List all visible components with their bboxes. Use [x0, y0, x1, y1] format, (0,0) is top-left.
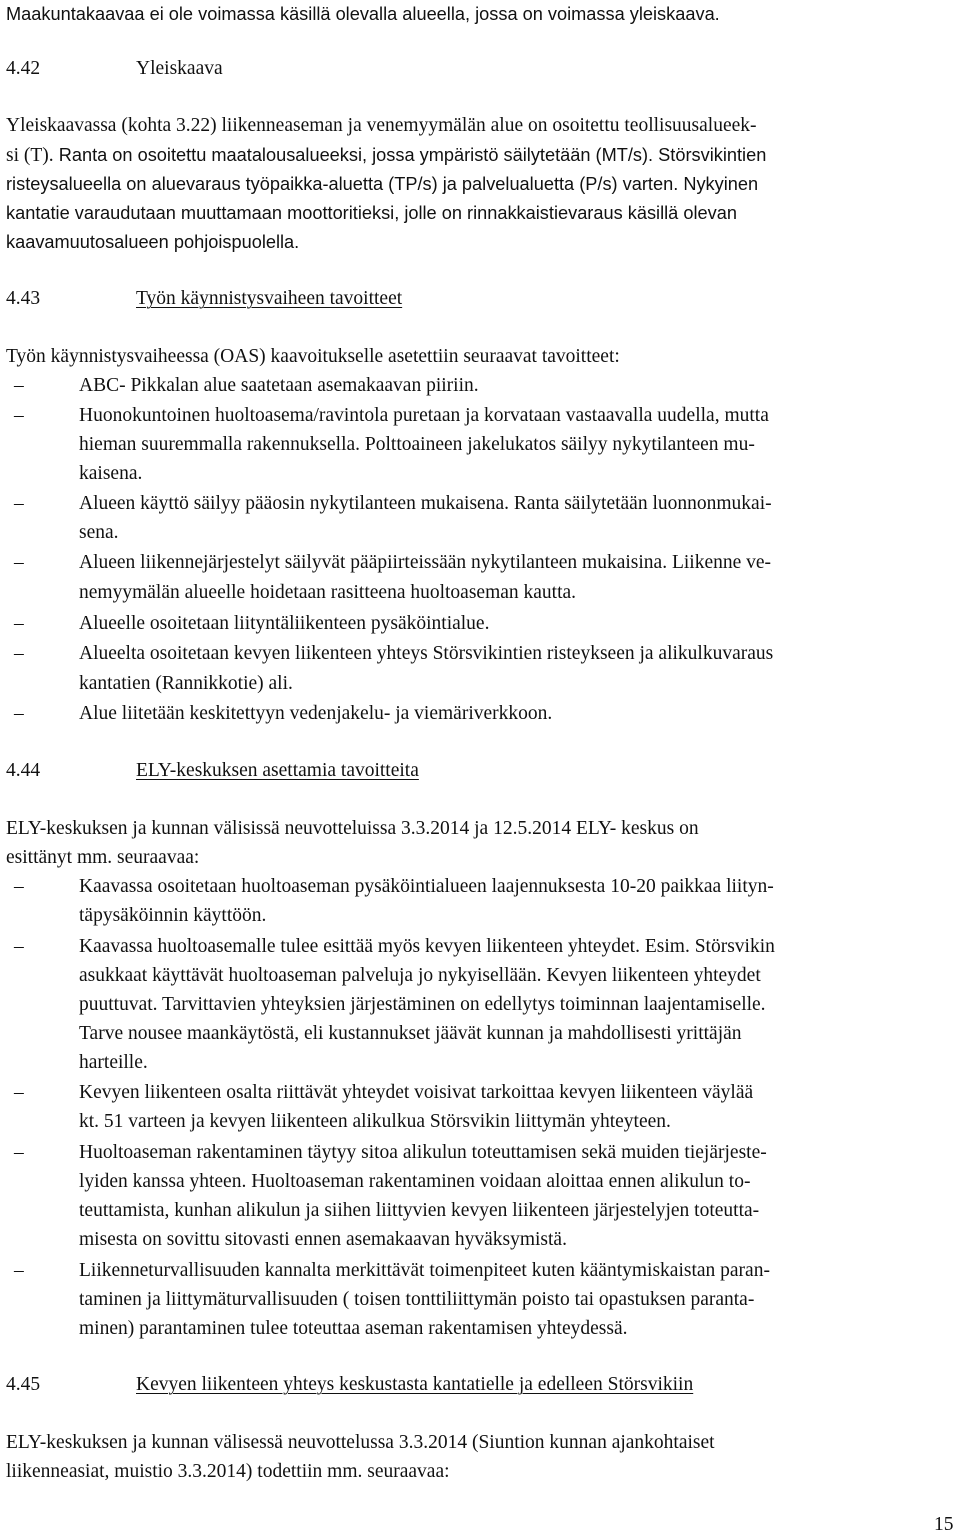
bullet-text: Kaavassa huoltoasemalle tulee esittää myös kevyen liikenteen yhteydet. Esim. Störsvikin — [79, 936, 775, 957]
text-run: risteysalueella on aluevaraus työpaikka-aluetta (TP/s) ja palvelualuetta (P/s) varten. — [6, 174, 679, 194]
dash-bullet-icon: – — [14, 936, 24, 957]
dash-bullet-icon: – — [14, 1082, 24, 1103]
dash-bullet-icon: – — [14, 876, 24, 897]
bullet-continuation: teuttamista, kunhan alikulun ja siihen liittyvien kevyen liikenteen järjestelyjen toteutta- — [79, 1200, 760, 1221]
bullet-continuation: Tarve nousee maankäytöstä, eli kustannukset jäävät kunnan ja mahdollisesti yrittäjän — [79, 1023, 742, 1044]
section-title: ELY-keskuksen asettamia tavoitteita — [136, 760, 419, 781]
dash-bullet-icon: – — [14, 703, 24, 724]
bullet-continuation: täpysäköinnin käyttöön. — [79, 905, 267, 926]
bullet-continuation: puuttuvat. Tarvittavien yhteyksien järjestäminen on edellytys toiminnan laajentamiselle. — [79, 994, 766, 1015]
dash-bullet-icon: – — [14, 643, 24, 664]
paragraph-line: Yleiskaavassa (kohta 3.22) liikenneaseman ja venemyymälän alue on osoitettu teollisuusalueek- — [6, 115, 757, 136]
section-lead: ELY-keskuksen ja kunnan välisissä neuvotteluissa 3.3.2014 ja 12.5.2014 ELY- keskus on — [6, 818, 699, 839]
bullet-text: Huoltoaseman rakentaminen täytyy sitoa alikulun toteuttamisen sekä muiden tiejärjeste- — [79, 1142, 767, 1163]
text-run: Nykyinen — [678, 174, 759, 194]
dash-bullet-icon: – — [14, 1260, 24, 1281]
dash-bullet-icon: – — [14, 375, 24, 396]
section-lead: ELY-keskuksen ja kunnan välisessä neuvottelussa 3.3.2014 (Siuntion kunnan ajankohtaiset — [6, 1432, 715, 1453]
dash-bullet-icon: – — [14, 613, 24, 634]
bullet-text: Liikenneturvallisuuden kannalta merkittävät toimenpiteet kuten kääntymiskaistan paran- — [79, 1260, 770, 1281]
section-number: 4.44 — [6, 760, 41, 781]
paragraph-line: kaavamuutosalueen pohjoispuolella. — [6, 232, 300, 252]
section-lead: liikenneasiat, muistio 3.3.2014) todettiin mm. seuraavaa: — [6, 1461, 450, 1482]
bullet-continuation: misesta on sovittu sitovasti ennen asemakaavan hyväksymistä. — [79, 1229, 567, 1250]
section-title: Työn käynnistysvaiheen tavoitteet — [136, 288, 403, 309]
text-run: si (T). — [6, 145, 54, 166]
bullet-continuation: sena. — [79, 522, 119, 543]
section-lead: Työn käynnistysvaiheessa (OAS) kaavoitukselle asetettiin seuraavat tavoitteet: — [6, 346, 620, 367]
page-number: 15 — [934, 1514, 954, 1535]
intro-paragraph: Maakuntakaavaa ei ole voimassa käsillä olevalla alueella, jossa on voimassa yleiskaava. — [6, 4, 720, 24]
bullet-continuation: hieman suuremmalla rakennuksella. Polttoaineen jakelukatos säilyy nykytilanteen mu- — [79, 434, 755, 455]
bullet-continuation: kt. 51 varteen ja kevyen liikenteen alikulkua Störsvikin liittymän yhteyteen. — [79, 1111, 671, 1132]
section-number: 4.45 — [6, 1374, 41, 1395]
text-run: Ranta on osoitettu maatalousalueeksi, jossa ympäristö säilytetään (MT/s). Störsvikintien — [53, 145, 767, 165]
bullet-continuation: minen) parantaminen tulee toteuttaa aseman rakentamisen yhteydessä. — [79, 1318, 628, 1339]
section-lead: esittänyt mm. seuraavaa: — [6, 847, 200, 868]
section-heading-4-43 — [6, 284, 402, 314]
bullet-text: Alueen liikennejärjestelyt säilyvät pääpiirteissään nykytilanteen mukaisina. Liikenne ve- — [79, 552, 772, 573]
bullet-text: Alue liitetään keskitettyyn vedenjakelu- ja viemäriverkkoon. — [79, 703, 553, 724]
bullet-text: ABC- Pikkalan alue saatetaan asemakaavan piiriin. — [79, 375, 479, 396]
section-heading-4-44 — [6, 756, 419, 786]
dash-bullet-icon: – — [14, 1142, 24, 1163]
bullet-text: Alueelle osoitetaan liityntäliikenteen pysäköintialue. — [79, 613, 490, 634]
bullet-continuation: lyiden kanssa yhteen. Huoltoaseman rakentaminen voidaan aloittaa ennen alikulun to- — [79, 1171, 751, 1192]
bullet-text: Alueen käyttö säilyy pääosin nykytilanteen mukaisena. Ranta säilytetään luonnonmukai- — [79, 493, 772, 514]
bullet-text: Kevyen liikenteen osalta riittävät yhteydet voisivat tarkoittaa kevyen liikenteen väylää — [79, 1082, 754, 1103]
bullet-continuation: nemyymälän alueelle hoidetaan rasitteena huoltoaseman kautta. — [79, 582, 577, 603]
dash-bullet-icon: – — [14, 493, 24, 514]
bullet-continuation: harteille. — [79, 1052, 148, 1073]
bullet-text: Alueelta osoitetaan kevyen liikenteen yhteys Störsvikintien risteykseen ja alikulkuvaraus — [79, 643, 774, 664]
bullet-continuation: asukkaat käyttävät huoltoaseman palveluja jo nykyisellään. Kevyen liikenteen yhteydet — [79, 965, 761, 986]
bullet-continuation: kaisena. — [79, 463, 143, 484]
section-number: 4.43 — [6, 288, 41, 309]
section-heading-4-42 — [6, 54, 223, 84]
paragraph-line — [6, 141, 766, 171]
section-title: Kevyen liikenteen yhteys keskustasta kantatielle ja edelleen Störsvikiin — [136, 1374, 694, 1395]
section-heading-4-45 — [6, 1370, 693, 1400]
paragraph-line — [6, 170, 758, 200]
section-number: 4.42 — [6, 58, 41, 79]
section-title: Yleiskaava — [136, 58, 223, 79]
bullet-continuation: taminen ja liittymäturvallisuuden ( toisen tonttiliittymän poisto tai opastuksen paranta- — [79, 1289, 755, 1310]
bullet-text: Huonokuntoinen huoltoasema/ravintola puretaan ja korvataan vastaavalla uudella, mutta — [79, 405, 769, 426]
dash-bullet-icon: – — [14, 552, 24, 573]
paragraph-line: kantatie varaudutaan muuttamaan moottoritieksi, jolle on rinnakkaistievaraus käsillä olevan — [6, 203, 737, 223]
bullet-text: Kaavassa osoitetaan huoltoaseman pysäköintialueen laajennuksesta 10-20 paikkaa liityn- — [79, 876, 774, 897]
bullet-continuation: kantatien (Rannikkotie) ali. — [79, 673, 293, 694]
dash-bullet-icon: – — [14, 405, 24, 426]
